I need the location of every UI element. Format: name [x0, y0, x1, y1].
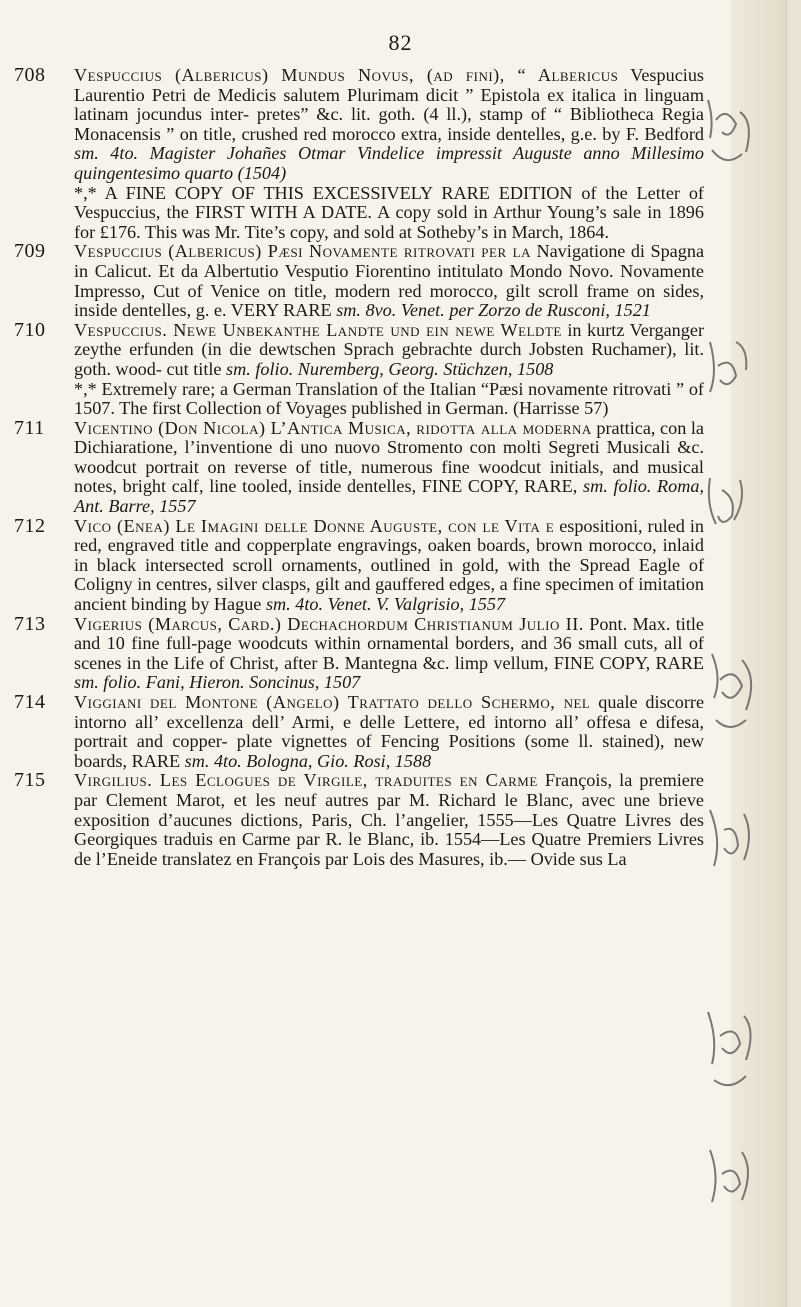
entry-body: Vespucius Laurentio Petri de Medicis salutem Plurimam dicit ” Epistola ex italica in linguam latinam jocundus inter- pretes” &c. lit. goth. (4 ll.), stamp of “ Bibliotheca Regia Monacensis ” on title, crushed red morocco extra, inside dentelles, g.e. by F. Bedford [74, 65, 704, 144]
entry-body: François, la premiere par Clement Marot, et les neuf autres par M. Richard le Blanc, avec une brieve exposition d’aucunes dictions, Paris, Ch. l’angelier, 1555—Les Quatre Livres des Georgiques traduis en Carme par R. le Blanc, ib. 1554—Les Quatre Premiers Livres de l’Eneide translatez en François par Lois des Masures, ib.— Ovide sus La [74, 770, 704, 869]
pencil-annotation [700, 640, 770, 750]
lot-number: 708 [14, 64, 46, 86]
entry-text [74, 615, 704, 693]
catalogue-entry [14, 693, 704, 771]
lot-number: 711 [14, 416, 45, 439]
pencil-annotation [700, 1000, 770, 1100]
entry-heading: Vespuccius. Newe Unbekanthe Landte und ein newe Weldte [74, 319, 562, 340]
catalogue-entries [14, 66, 704, 869]
entry-note: *,* A FINE COPY OF THIS EXCESSIVELY RARE EDITION of the Letter of Vespuccius, the FIRST WITH A DATE. A copy sold in Arthur Young’s sale in 1896 for £176. This was Mr. Tite’s copy, and sold at Sotheby’s in March, 1864. [74, 182, 704, 242]
entry-body: espositioni, ruled in red, engraved title and copperplate engravings, oaken boards, brown morocco, inlaid in black intersected scroll ornaments, outlined in gold, with the Spread Eagle of Coligny in centres, silver clasps, gilt and gauffered edges, a fine specimen of imitation ancient binding by Hague [74, 515, 705, 615]
binding-edge [786, 0, 801, 1307]
entry-imprint: sm. 4to. Bologna, Gio. Rosi, 1588 [184, 750, 432, 771]
entry-heading: Vespuccius (Albericus) Mundus Novus, (ad fini), “ Albericus [74, 65, 619, 85]
entry-imprint: sm. folio. Nuremberg, Georg. Stüchzen, 1508 [226, 358, 554, 379]
entry-heading: Virgilius. Les Eclogues de Virgile, traduites en Carme [74, 770, 538, 791]
catalogue-entry [14, 416, 705, 517]
lot-number: 710 [14, 318, 46, 341]
catalogue-entry [14, 612, 704, 693]
page-number: 82 [388, 30, 413, 55]
pencil-annotation [700, 330, 770, 420]
entry-note: *,* Extremely rare; a German Translation of the Italian “Pæsi novamente ritrovati ” of 1507. The first Collection of Voyages published in German. (Harrisse 57) [74, 378, 704, 419]
pencil-annotation [700, 1140, 770, 1240]
entry-imprint: sm. folio. Fani, Hieron. Soncinus, 1507 [74, 672, 361, 693]
entry-body: prattica, con la Dichiaratione, l’inventione di uno nuovo Stromento con molti Segreti Musicali &c. woodcut portrait on reverse of title, numerous fine woodcut initials, and musical notes, bright calf, line tooled, inside dentelles, FINE COPY, RARE, [74, 417, 705, 497]
entry-body: quale discorre intorno all’ excellenza dell’ Armi, e delle Lettere, ed intorno all’ offesa e difesa, portrait and copper- plate vignettes of Fencing Positions (some ll. stained), new boards, RARE [74, 692, 705, 771]
entry-text [74, 242, 704, 320]
entry-body: Navigatione di Spagna in Calicut. Et da Albertutio Vesputio Fiorentino intitulato Mondo Novo. Novamente Impresso, Cut of Venice on title, modern red morocco, gilt scroll frame on sides, inside dentelles, g. e. VERY RARE [74, 241, 705, 321]
lot-number: 713 [14, 612, 46, 635]
entry-imprint: sm. 8vo. Venet. per Zorzo de Rusconi, 1521 [336, 300, 651, 321]
entry-text [74, 66, 704, 184]
entry-text [74, 321, 704, 380]
catalogue-entry [14, 318, 705, 419]
pencil-annotation [700, 90, 770, 180]
entry-imprint: sm. 4to. Magister Johañes Otmar Vindelice impressit Auguste anno Millesimo quingentesimo quarto (1504) [74, 143, 704, 183]
entry-text [74, 771, 704, 869]
lot-number: 714 [14, 691, 46, 713]
entry-imprint: sm. 4to. Venet. V. Valgrisio, 1557 [265, 594, 506, 615]
entry-text [74, 517, 704, 615]
lot-number: 709 [14, 240, 46, 263]
lot-number: 712 [14, 514, 46, 537]
entry-heading: Viggiani del Montone (Angelo) Trattato dello Schermo, nel [74, 692, 591, 712]
entry-body: Pont. Max. title and 10 fine full-page woodcuts within ornamental borders, and 36 small cuts, all of scenes in the Life of Christ, after B. Mantegna &c. limp vellum, FINE COPY, RARE [74, 613, 704, 673]
entry-body: in kurtz Verganger zeythe erfunden (in die dewtschen Sprach gebrachte durch Jobsten Ruchamer), lit. goth. wood- cut title [74, 319, 705, 379]
catalogue-entry [14, 66, 704, 242]
pencil-annotation [700, 800, 770, 900]
entry-heading: Vigerius (Marcus, Card.) Dechachordum Christianum Julio II. [74, 613, 584, 634]
pencil-annotation [700, 470, 770, 550]
catalogue-entry [14, 514, 705, 615]
entry-heading: Vespuccius (Albericus) Pæsi Novamente ritrovati per la [74, 241, 531, 262]
catalogue-entry [14, 242, 704, 320]
lot-number: 715 [14, 769, 46, 792]
entry-heading: Vicentino (Don Nicola) L’Antica Musica, ridotta alla moderna [74, 417, 592, 438]
catalogue-entry [14, 771, 704, 869]
entry-imprint: sm. folio. Roma, Ant. Barre, 1557 [74, 476, 705, 517]
entry-text [74, 419, 704, 517]
entry-text [74, 693, 704, 771]
entry-heading: Vico (Enea) Le Imagini delle Donne Auguste, con le Vita e [74, 515, 555, 536]
